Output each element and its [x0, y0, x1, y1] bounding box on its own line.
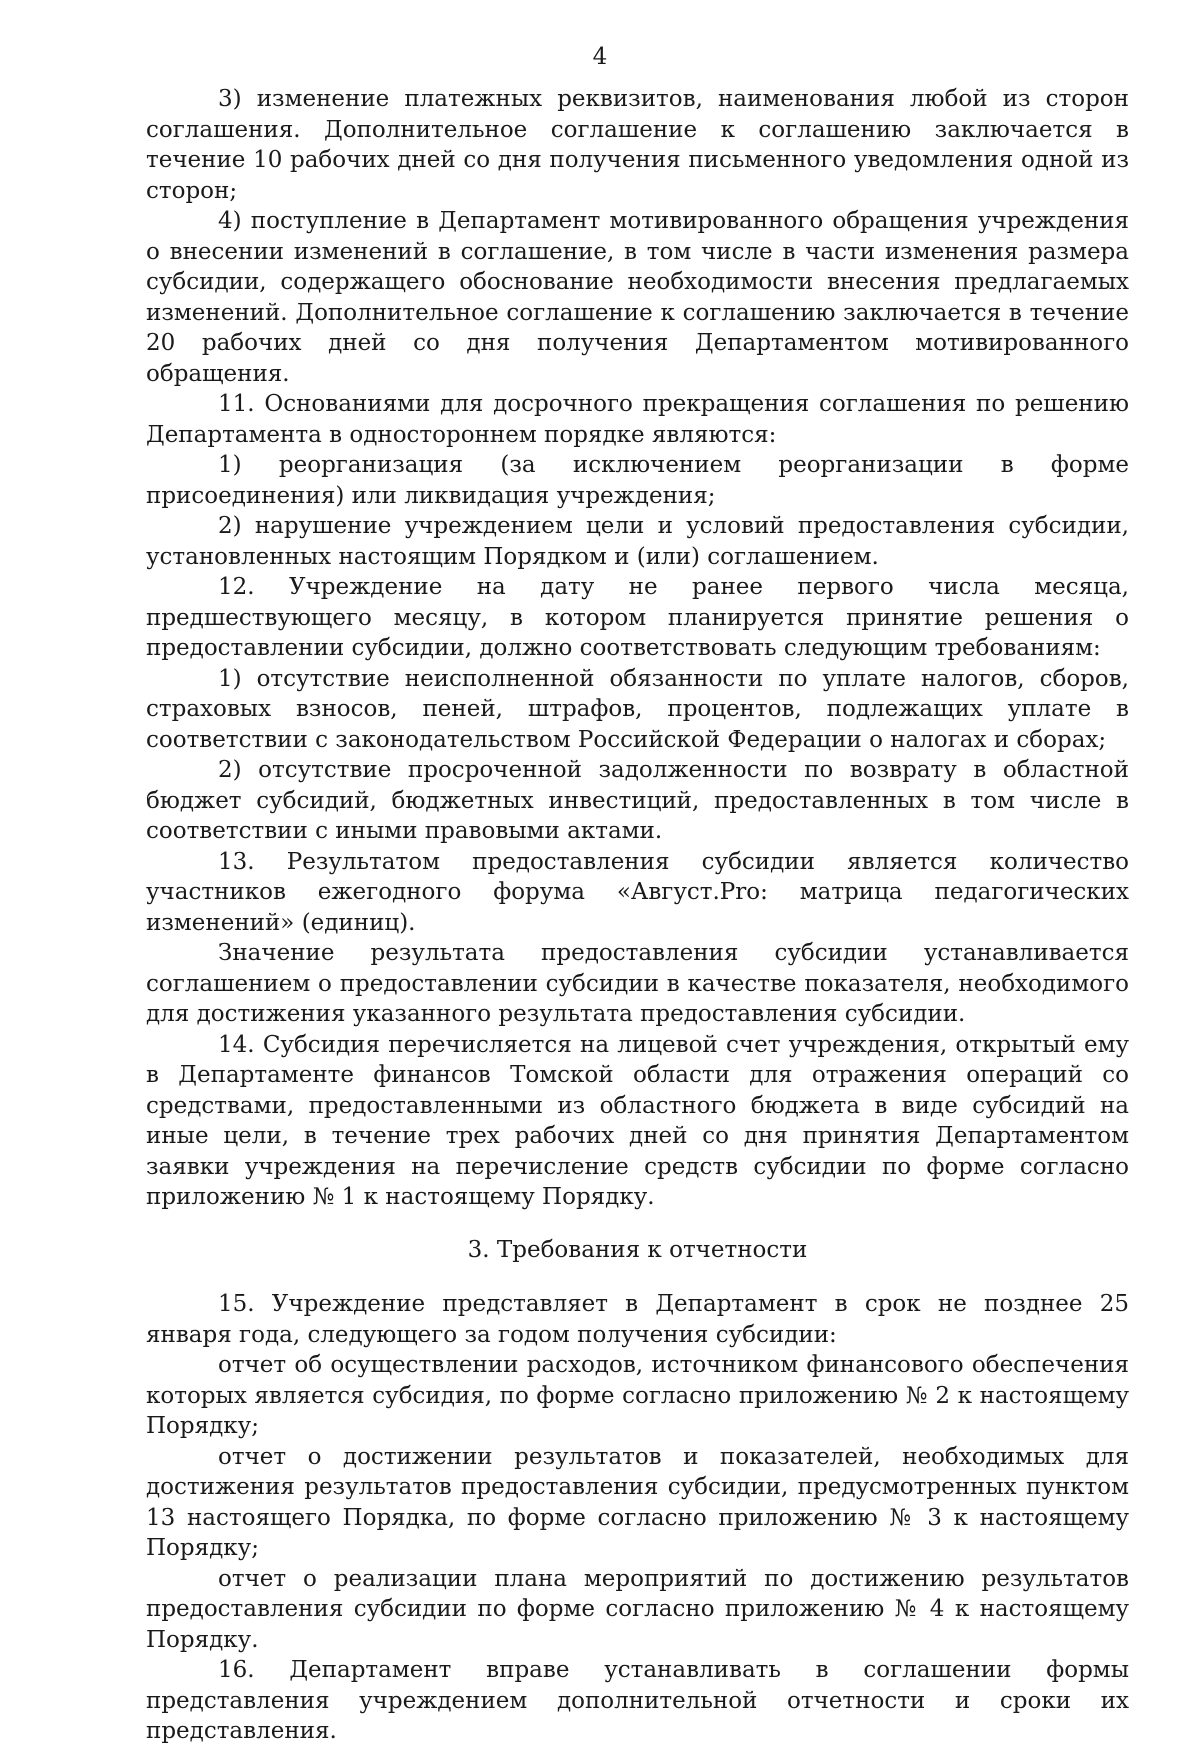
- page-number: 4: [592, 44, 608, 70]
- paragraph-15-expense-report: отчет об осуществлении расходов, источником финансового обеспечения которых является субсидия, по форме согласно приложению № 2 к настоящему Порядку;: [146, 1352, 1129, 1439]
- paragraph-3-change-requisites: 3) изменение платежных реквизитов, наименования любой из сторон соглашения. Дополнительное соглашение к соглашению заключается в течение 10 рабочих дней со дня получения письменного уведомления одной из сторон;: [146, 86, 1129, 204]
- paragraph-11-termination-grounds: 11. Основаниями для досрочного прекращения соглашения по решению Департамента в одностороннем порядке являются:: [146, 391, 1129, 448]
- paragraph-12-requirements: 12. Учреждение на дату не ранее первого числа месяца, предшествующего месяцу, в котором планируется принятие решения о предоставлении субсидии, должно соответствовать следующим требованиям:: [146, 574, 1129, 661]
- section-heading: 3. Требования к отчетности: [467, 1236, 808, 1263]
- paragraph-15-results-report: отчет о достижении результатов и показателей, необходимых для достижения результатов предоставления субсидии, предусмотренных пунктом 13 настоящего Порядка, по форме согласно приложению № 3 к настоящему Порядку;: [146, 1443, 1129, 1561]
- paragraph-12-2-no-overdue-debt: 2) отсутствие просроченной задолженности по возврату в областной бюджет субсидий, бюджетных инвестиций, предоставленных в том числе в соответствии с иными правовыми актами.: [146, 757, 1129, 844]
- paragraph-14-transfer: 14. Субсидия перечисляется на лицевой счет учреждения, открытый ему в Департаменте финансов Томской области для отражения операций со средствами, предоставленными из областного бюджета в виде субсидий на иные цели, в течение трех рабочих дней со дня принятия Департаментом заявки учреждения на перечисление средств субсидии по форме согласно приложению № 1 к настоящему Порядку.: [146, 1031, 1129, 1210]
- paragraph-15-report-deadline: 15. Учреждение представляет в Департамент в срок не позднее 25 января года, следующего за годом получения субсидии:: [146, 1291, 1129, 1348]
- paragraph-15-plan-report: отчет о реализации плана мероприятий по достижению результатов предоставления субсидии по форме согласно приложению № 4 к настоящему Порядку.: [146, 1565, 1129, 1653]
- document-body: [146, 84, 1129, 1747]
- paragraph-12-1-no-tax-debt: 1) отсутствие неисполненной обязанности по уплате налогов, сборов, страховых взносов, пеней, штрафов, процентов, подлежащих уплате в соответствии с законодательством Российской Федерации о налогах и сборах;: [146, 665, 1129, 753]
- paragraph-13-result-value: Значение результата предоставления субсидии устанавливается соглашением о предоставлении субсидии в качестве показателя, необходимого для достижения указанного результата предоставления субсидии.: [146, 940, 1129, 1027]
- paragraph-13-result: 13. Результатом предоставления субсидии является количество участников ежегодного форума «Август.Pro: матрица педагогических изменений» (единиц).: [146, 848, 1129, 936]
- paragraph-16-additional-reporting: 16. Департамент вправе устанавливать в соглашении формы представления учреждением дополнительной отчетности и сроки их представления.: [146, 1657, 1129, 1744]
- paragraph-4-motivated-appeal: 4) поступление в Департамент мотивированного обращения учреждения о внесении изменений в соглашение, в том числе в части изменения размера субсидии, содержащего обоснование необходимости внесения предлагаемых изменений. Дополнительное соглашение к соглашению заключается в течение 20 рабочих дней со дня получения Департаментом мотивированного обращения.: [146, 208, 1129, 387]
- paragraph-11-1-reorganization: 1) реорганизация (за исключением реорганизации в форме присоединения) или ликвидация учреждения;: [146, 452, 1129, 509]
- paragraph-11-2-violation: 2) нарушение учреждением цели и условий предоставления субсидии, установленных настоящим Порядком и (или) соглашением.: [146, 513, 1129, 570]
